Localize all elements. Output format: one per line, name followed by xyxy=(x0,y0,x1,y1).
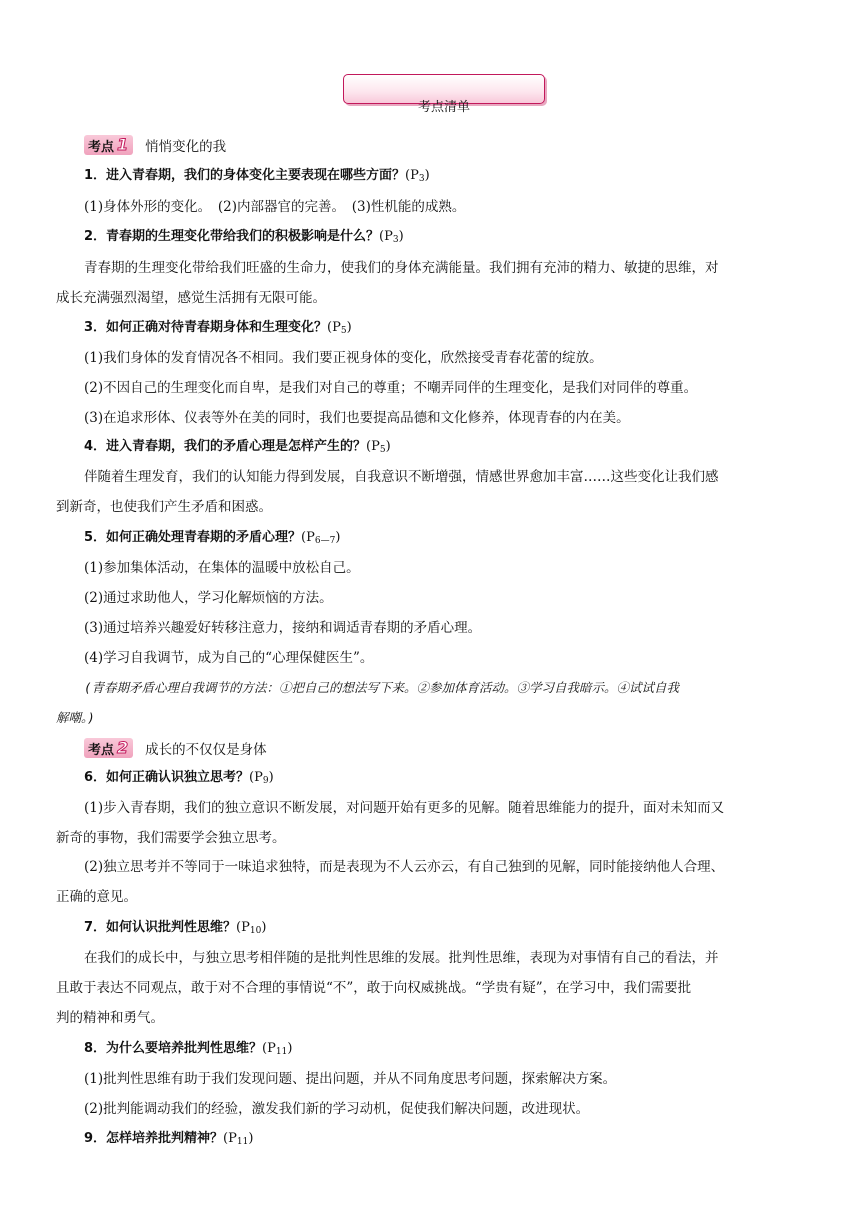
question-6: 6．如何正确认识独立思考？$(P_9)$ xyxy=(84,770,274,786)
question-4: 4．进入青春期，我们的矛盾心理是怎样产生的？$(P_5)$ xyxy=(84,439,391,455)
answer-2-line: 青春期的生理变化带给我们旺盛的生命力，使我们的身体充满能量。我们拥有充沛的精力、敏捷的思维，对 xyxy=(84,260,719,276)
answer-7-line: 且敢于表达不同观点，敢于对不合理的事情说“不”，敢于向权威挑战。“学贵有疑”，在学习中，我们需要批 xyxy=(56,980,692,996)
answer-5-line: (4)学习自我调节，成为自己的“心理保健医生”。 xyxy=(84,650,374,666)
section-heading-2 xyxy=(84,737,267,759)
answer-3-line: (3)在追求形体、仪表等外在美的同时，我们也要提高品德和文化修养，体现青春的内在美。 xyxy=(84,410,630,426)
kaodian-badge: 考点 2 xyxy=(84,738,133,758)
answer-7-line: 在我们的成长中，与独立思考相伴随的是批判性思维的发展。批判性思维，表现为对事情有自己的看法，并 xyxy=(84,950,719,966)
answer-5-line: (1)参加集体活动，在集体的温暖中放松自己。 xyxy=(84,560,360,576)
answer-3-line: (1)我们身体的发育情况各不相同。我们要正视身体的变化，欣然接受青春花蕾的绽放。 xyxy=(84,350,603,366)
answer-8-line: (2)批判能调动我们的经验，激发我们新的学习动机，促使我们解决问题，改进现状。 xyxy=(84,1101,590,1117)
answer-6-line: 正确的意见。 xyxy=(56,889,137,905)
page-title: 考点清单 xyxy=(417,100,470,115)
answer-1: (1)身体外形的变化。 (2)内部器官的完善。 (3)性机能的成熟。 xyxy=(84,199,466,215)
question-2: 2．青春期的生理变化带给我们的积极影响是什么？$(P_3)$ xyxy=(84,229,404,245)
answer-3-line: (2)不因自己的生理变化而自卑，是我们对自己的尊重；不嘲弄同伴的生理变化，是我们对同伴的尊重。 xyxy=(84,380,698,396)
answer-6-line: (1)步入青春期，我们的独立意识不断发展，对问题开始有更多的见解。随着思维能力的提升，面对未知而又 xyxy=(84,800,725,816)
section-title: 成长的不仅仅是身体 xyxy=(145,742,267,758)
section-heading-1 xyxy=(84,134,226,156)
answer-2-line: 成长充满强烈渴望，感觉生活拥有无限可能。 xyxy=(56,290,326,306)
badge-number-icon: 1 xyxy=(117,135,129,154)
question-5: 5．如何正确处理青春期的矛盾心理？$(P_{6—7})$ xyxy=(84,530,341,546)
answer-4-line: 伴随着生理发育，我们的认知能力得到发展，自我意识不断增强，情感世界愈加丰富……这些变化让我们感 xyxy=(84,469,719,485)
question-1: 1．进入青春期，我们的身体变化主要表现在哪些方面？$(P_3)$ xyxy=(84,168,430,184)
badge-number-icon: 2 xyxy=(117,738,129,757)
question-8: 8．为什么要培养批判性思维？$(P_{11})$ xyxy=(84,1041,293,1057)
question-7: 7．如何认识批判性思维？$(P_{10})$ xyxy=(84,920,267,936)
answer-8-line: (1)批判性思维有助于我们发现问题、提出问题，并从不同角度思考问题，探索解决方案。 xyxy=(84,1071,617,1087)
answer-7-line: 判的精神和勇气。 xyxy=(56,1010,164,1026)
answer-6-line: (2)独立思考并不等同于一味追求独特，而是表现为不人云亦云，有自己独到的见解，同时能接纳他人合理、 xyxy=(84,859,725,875)
section-title: 悄悄变化的我 xyxy=(145,139,227,155)
question-3: 3．如何正确对待青春期身体和生理变化？$(P_5)$ xyxy=(84,320,352,336)
note-line: (青春期矛盾心理自我调节的方法：①把自己的想法写下来。②参加体育活动。③学习自我暗示。④试试自我 xyxy=(84,680,680,695)
answer-5-line: (2)通过求助他人，学习化解烦恼的方法。 xyxy=(84,590,333,606)
answer-5-line: (3)通过培养兴趣爱好转移注意力，接纳和调适青春期的矛盾心理。 xyxy=(84,620,482,636)
question-9: 9．怎样培养批判精神？$(P_{11})$ xyxy=(84,1131,254,1147)
answer-6-line: 新奇的事物，我们需要学会独立思考。 xyxy=(56,830,286,846)
note-line: 解嘲。) xyxy=(56,710,95,725)
answer-4-line: 到新奇，也使我们产生矛盾和困惑。 xyxy=(56,499,272,515)
kaodian-badge: 考点 1 xyxy=(84,135,133,155)
